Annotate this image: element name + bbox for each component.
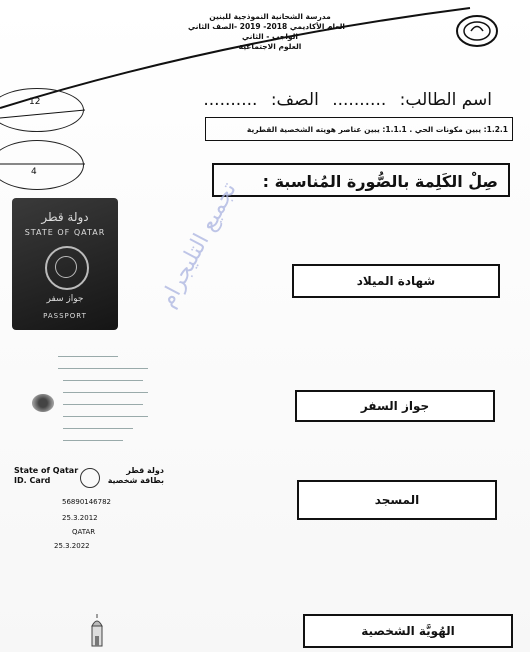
id-card-en: ID. Card <box>14 476 51 485</box>
id-number: 56890146782 <box>62 498 111 506</box>
total-score: 12 <box>29 97 41 107</box>
passport-state-title: STATE OF QATAR <box>24 228 106 237</box>
school-header <box>188 12 345 52</box>
school-name: مدرسة الشحانية النموذجية للبنين <box>209 12 331 21</box>
id-birth-date: 25.3.2012 <box>62 514 98 522</box>
id-state-en: State of Qatar <box>14 466 79 475</box>
class-field[interactable]: .......... <box>203 90 258 110</box>
emblem-icon <box>32 394 54 412</box>
earned-score: 4 <box>31 167 37 177</box>
school-logo-icon <box>455 14 499 48</box>
assignment-title: الواجب - الثاني <box>241 32 298 41</box>
student-name-field[interactable]: .......... <box>332 90 387 110</box>
id-nationality: QATAR <box>72 528 96 536</box>
learning-objectives-box: 1.2.1: يبين مكونات الحي . 1.1.1: يبين عناصر هويته الشخصية القطرية <box>205 117 513 141</box>
id-card-ar: بطاقة شخصية <box>107 476 164 485</box>
academic-year: العام الأكاديمي 2018- 2019 -الصف الثاني <box>188 22 345 31</box>
id-card-title-ar <box>108 466 164 486</box>
passport-arabic-word: جواز سفر <box>46 294 84 304</box>
watermark-text: تجميع التليجرام <box>155 178 242 312</box>
class-label: الصف: <box>270 90 319 110</box>
word-passport[interactable]: جواز السفر <box>295 390 495 422</box>
id-emblem-icon <box>80 468 100 488</box>
word-mosque[interactable]: المسجد <box>297 480 497 520</box>
word-birth-certificate[interactable]: شهادة الميلاد <box>292 264 500 298</box>
passport-label: PASSPORT <box>43 312 87 320</box>
birth-certificate-image[interactable] <box>18 350 158 450</box>
student-info-line <box>195 90 492 110</box>
qatar-emblem-icon <box>45 246 89 290</box>
passport-arabic-title: دولة قطر <box>41 210 89 224</box>
id-expiry: 25.3.2022 <box>54 542 90 550</box>
student-name-label: اسم الطالب: <box>399 90 492 110</box>
id-card-title-en <box>14 466 78 486</box>
passport-image[interactable] <box>12 198 118 330</box>
mosque-icon[interactable] <box>86 612 108 648</box>
subject-title: العلوم الاجتماعية <box>238 42 302 51</box>
id-state-ar: دولة قطر <box>126 466 164 475</box>
id-card-image[interactable] <box>14 462 164 572</box>
instruction-box: صِلْ الكَلِمة بالصُّورة المُناسبة : <box>212 163 510 197</box>
word-id-card[interactable]: الهُويَّة الشخصية <box>303 614 513 648</box>
